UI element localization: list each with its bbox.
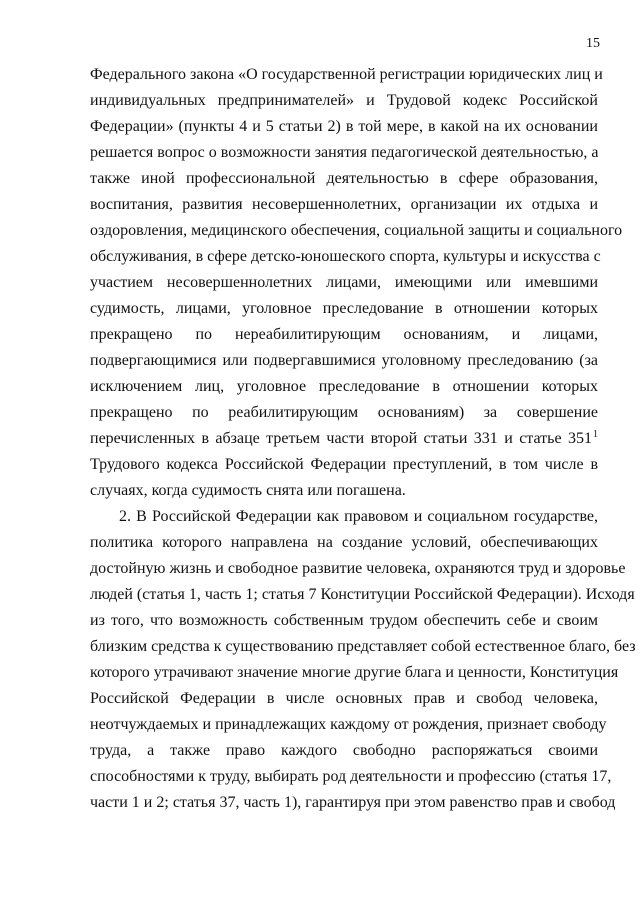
text-line: Трудового кодекса Российской Федерации преступлений, в том числе в xyxy=(90,456,598,473)
footnote-superscript: 1 xyxy=(593,429,598,440)
text-line-with-footnote xyxy=(90,426,598,452)
text-line: воспитания, развития несовершеннолетних, организации их отдыха и xyxy=(90,196,598,213)
page-number: 15 xyxy=(586,36,600,51)
text-line: также иной профессиональной деятельностью в сфере образования, xyxy=(90,170,598,187)
text-line: труда, а также право каждого свободно распоряжаться своими xyxy=(90,742,598,759)
text-line: из того, что возможность собственным трудом обеспечить себе и своим xyxy=(90,612,598,629)
text-line: прекращено по нереабилитирующим основаниям, и лицами, xyxy=(90,326,598,343)
text-line: части 1 и 2; статья 37, часть 1), гарантируя при этом равенство прав и свобод xyxy=(90,794,616,811)
text-line: обслуживания, в сфере детско-юношеского спорта, культуры и искусства с xyxy=(90,248,601,265)
text-line: судимость, лицами, уголовное преследование в отношении которых xyxy=(90,300,598,317)
text-line: политика которого направлена на создание условий, обеспечивающих xyxy=(90,534,598,551)
text-line: оздоровления, медицинского обеспечения, социальной защиты и социального xyxy=(90,222,623,239)
document-body xyxy=(90,62,636,816)
text-line: которого утрачивают значение многие другие блага и ценности, Конституция xyxy=(90,664,619,681)
text-line: прекращено по реабилитирующим основаниям) за совершение xyxy=(90,404,598,421)
text-line: Федерации» (пункты 4 и 5 статьи 2) в той мере, в какой на их основании xyxy=(90,118,598,135)
text-line: случаях, когда судимость снята или погашена. xyxy=(90,482,406,499)
text-line: 2. В Российской Федерации как правовом и социальном государстве, xyxy=(119,508,598,525)
text-line: близким средства к существованию представляет собой естественное благо, без xyxy=(90,638,636,655)
text-line: Российской Федерации в числе основных прав и свобод человека, xyxy=(90,690,598,707)
text-line: способностями к труду, выбирать род деятельности и профессию (статья 17, xyxy=(90,768,612,785)
text-line: людей (статья 1, часть 1; статья 7 Конституции Российской Федерации). Исходя xyxy=(90,586,635,603)
text-line: неотчуждаемых и принадлежащих каждому от рождения, признает свободу xyxy=(90,716,607,733)
text-line: участием несовершеннолетних лицами, имеющими или имевшими xyxy=(90,274,598,291)
text-line: индивидуальных предпринимателей» и Трудовой кодекс Российской xyxy=(90,92,598,109)
text-line: Федерального закона «О государственной регистрации юридических лиц и xyxy=(90,66,603,83)
text-line: подвергающимися или подвергавшимися уголовному преследованию (за xyxy=(90,352,598,369)
text-line: достойную жизнь и свободное развитие человека, охраняются труд и здоровье xyxy=(90,560,626,577)
text-line: исключением лиц, уголовное преследование в отношении которых xyxy=(90,378,598,395)
text-line: решается вопрос о возможности занятия педагогической деятельностью, а xyxy=(90,144,599,161)
text-line: перечисленных в абзаце третьем части второй статьи 331 и статье 351 xyxy=(90,430,592,447)
